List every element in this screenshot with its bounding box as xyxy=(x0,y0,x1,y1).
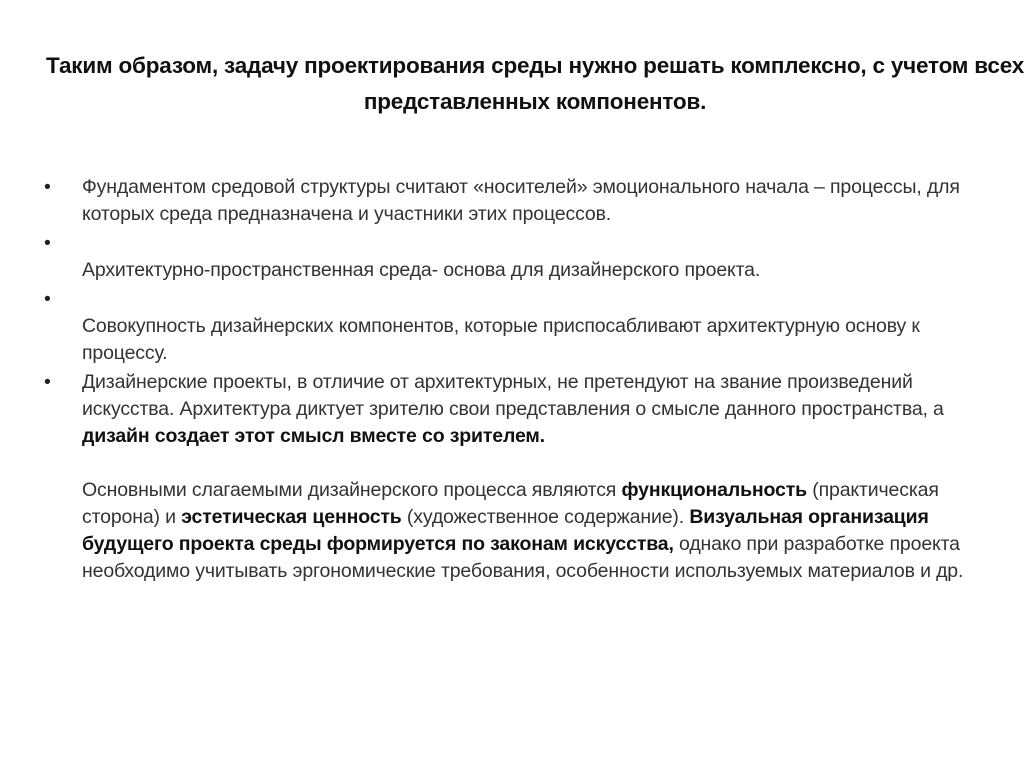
list-item-text-block xyxy=(44,313,1004,367)
list-item-text: Дизайнерские проекты, в отличие от архитектурных, не претендуют на звание произведений искусства. Архитектура диктует зрителю свои представления о смысле данного пространства, а xyxy=(82,371,944,420)
paragraph-text: (художественное содержание). xyxy=(401,506,690,528)
list-item-text: Фундаментом средовой структуры считают «носителей» эмоционального начала – процессы, для которых среда предназначена и участники этих процессов. xyxy=(82,176,960,225)
list-item-text: Архитектурно-пространственная среда- основа для дизайнерского проекта. xyxy=(82,259,761,281)
bullet-icon: • xyxy=(44,371,51,393)
paragraph-text: однако при разработке проекта необходимо учитывать эргономические требования, особенности используемых материалов и др. xyxy=(82,533,964,582)
list-item xyxy=(44,174,1004,228)
emphasis-functionality: функциональность xyxy=(621,479,807,501)
paragraph-text: (практическая сторона) и xyxy=(82,479,939,528)
paragraph-text: Основными слагаемыми дизайнерского процесса являются xyxy=(82,479,622,501)
bullet-list xyxy=(44,174,1004,585)
emphasis-aesthetic-value: эстетическая ценность xyxy=(181,506,402,528)
list-item-text: Совокупность дизайнерских компонентов, которые приспосабливают архитектурную основу к процессу. xyxy=(82,315,920,364)
design-process-paragraph xyxy=(44,477,1004,585)
slide-title: Таким образом, задачу проектирования среды нужно решать комплексно, с учетом всех представленных компонентов. xyxy=(45,53,1024,114)
list-item xyxy=(44,369,1004,450)
bullet-icon: • xyxy=(44,232,51,254)
list-item-emphasis: дизайн создает этот смысл вместе со зрителем. xyxy=(82,425,545,447)
list-item-empty xyxy=(44,230,1004,257)
bullet-icon: • xyxy=(44,176,51,198)
bullet-icon: • xyxy=(44,288,51,310)
list-item-empty xyxy=(44,286,1004,313)
emphasis-visual-organization: Визуальная организация будущего проекта среды формируется по законам искусства, xyxy=(82,506,929,555)
list-item-text-block xyxy=(44,257,1004,284)
